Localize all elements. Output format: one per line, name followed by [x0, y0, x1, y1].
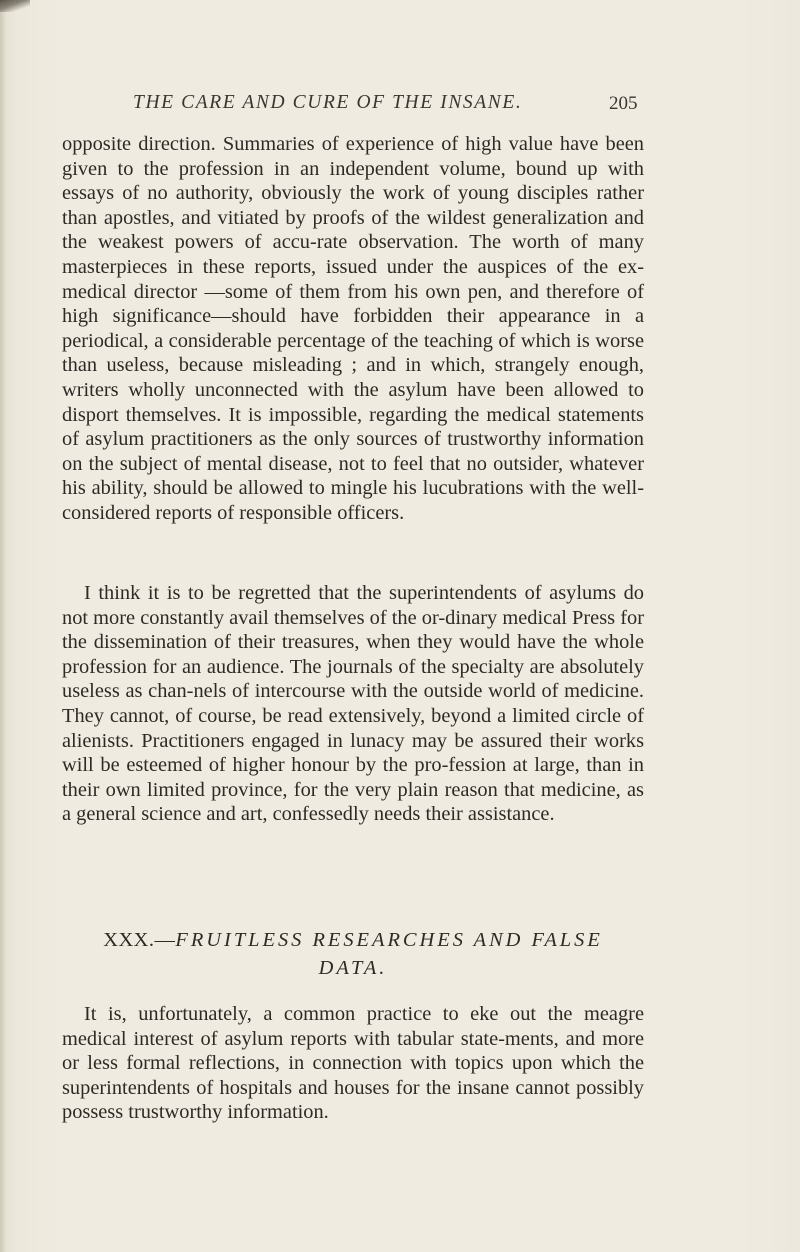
section-heading-line-2 [62, 954, 644, 982]
page-corner-mark [0, 0, 30, 12]
paragraph-2 [62, 581, 644, 827]
paragraph-2-text: I think it is to be regretted that the superintendents of asylums do not more constantly avail themselves of the or-dinary medical Press for the dissemination of their treasures, when they would have the whole profession for an audience. The journals of the specialty are absolutely useless as chan-nels of intercourse with the outside world of medicine. They cannot, of course, be read extensively, beyond a limited circle of alienists. Practitioners engaged in lunacy may be assured their works will be esteemed of higher honour by the pro-fession at large, than in their own limited province, for the very plain reason that medicine, as a general science and art, confessedly needs their assistance. [62, 582, 644, 826]
running-head [0, 92, 800, 122]
section-number: XXX.— [103, 929, 176, 951]
page-binding-edge [0, 0, 6, 1252]
section-title-line-2: DATA. [318, 957, 388, 979]
section-title-line-1: FRUITLESS RESEARCHES AND FALSE [175, 929, 603, 951]
paragraph-3-text: It is, unfortunately, a common practice to eke out the meagre medical interest of asylum reports with tabular state-ments, and more or less formal reflections, in connection with topics upon which the superintendents of hospitals and houses for the insane cannot possibly possess trustworthy information. [62, 1003, 644, 1124]
section-heading-line-1 [62, 926, 644, 954]
paragraph-3 [62, 1002, 644, 1125]
running-title: THE CARE AND CURE OF THE INSANE. [133, 92, 523, 113]
paragraph-1 [62, 132, 644, 526]
paragraph-1-text: opposite direction. Summaries of experience of high value have been given to the profession in an independent volume, bound up with essays of no authority, obviously the work of young disciples rather than apostles, and vitiated by proofs of the wildest generalization and the weakest powers of accu-rate observation. The worth of many masterpieces in these reports, issued under the auspices of the ex-medical director —some of them from his own pen, and therefore of high significance—should have forbidden their appearance in a periodical, a considerable percentage of the teaching of which is worse than useless, because misleading ; and in which, strangely enough, writers wholly unconnected with the asylum have been allowed to disport themselves. It is impossible, regarding the medical statements of asylum practitioners as the only sources of trustworthy information on the subject of mental disease, not to feel that no outsider, whatever his ability, should be allowed to mingle his lucubrations with the well-considered reports of responsible officers. [62, 133, 644, 524]
section-heading [62, 926, 644, 982]
page-number: 205 [609, 93, 638, 114]
